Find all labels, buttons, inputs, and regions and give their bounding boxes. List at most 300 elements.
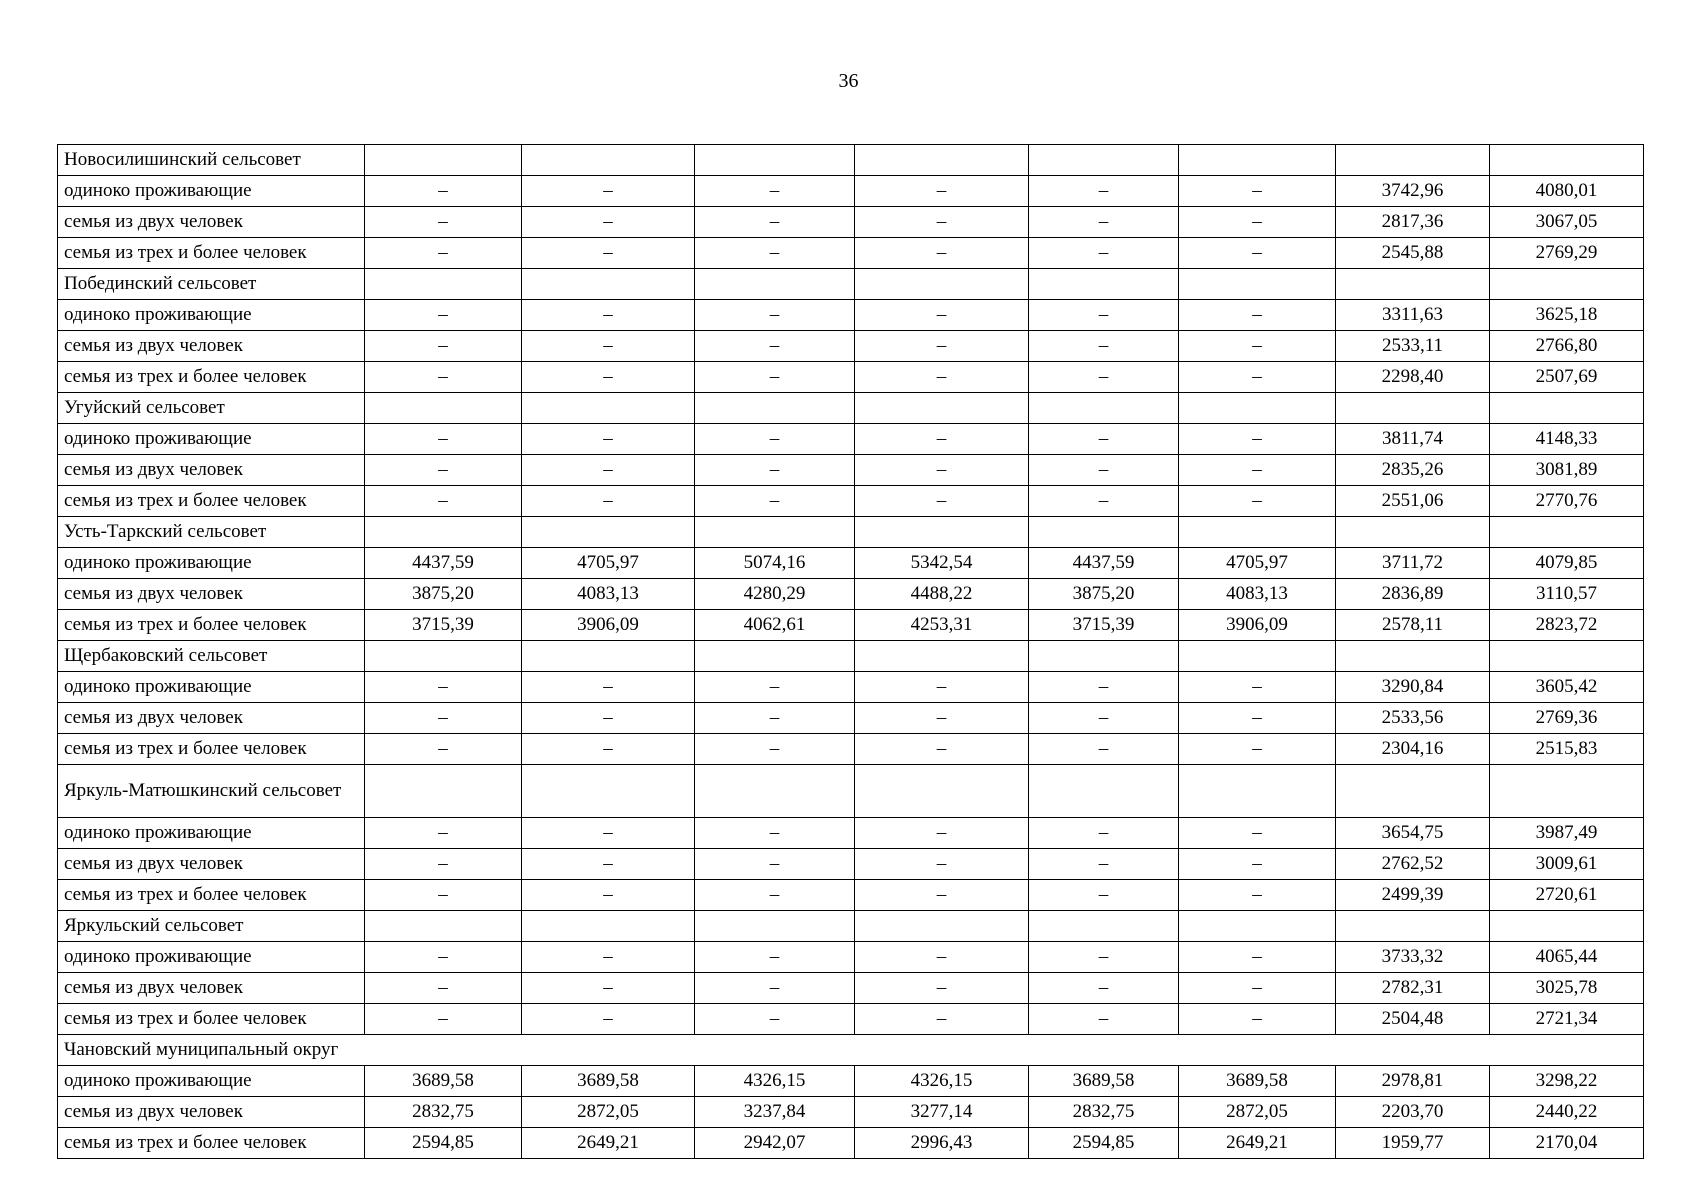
value-cell: – xyxy=(855,849,1029,880)
value-cell: 5342,54 xyxy=(855,548,1029,579)
value-cell: 3009,61 xyxy=(1490,849,1644,880)
value-cell: – xyxy=(1179,849,1336,880)
value-cell: – xyxy=(695,973,855,1004)
value-cell: – xyxy=(695,849,855,880)
value-cell: – xyxy=(365,818,522,849)
value-cell: 4148,33 xyxy=(1490,424,1644,455)
value-cell: – xyxy=(855,207,1029,238)
empty-cell xyxy=(522,911,695,942)
value-cell: 2978,81 xyxy=(1336,1066,1490,1097)
value-cell: 1959,77 xyxy=(1336,1128,1490,1159)
value-cell: – xyxy=(695,486,855,517)
empty-cell xyxy=(855,765,1029,818)
value-cell: 2298,40 xyxy=(1336,362,1490,393)
row-label: одиноко проживающие xyxy=(58,300,365,331)
value-cell: 3110,57 xyxy=(1490,579,1644,610)
value-cell: 4065,44 xyxy=(1490,942,1644,973)
value-cell: – xyxy=(522,1004,695,1035)
value-cell: 3237,84 xyxy=(695,1097,855,1128)
value-cell: – xyxy=(1179,672,1336,703)
value-cell: – xyxy=(695,362,855,393)
section-heading-row xyxy=(58,1035,1644,1066)
value-cell: 2507,69 xyxy=(1490,362,1644,393)
value-cell: – xyxy=(1029,207,1179,238)
value-cell: – xyxy=(1029,300,1179,331)
value-cell: – xyxy=(695,734,855,765)
value-cell: 3625,18 xyxy=(1490,300,1644,331)
row-label: одиноко проживающие xyxy=(58,818,365,849)
table-row xyxy=(58,849,1644,880)
empty-cell xyxy=(1336,145,1490,176)
value-cell: – xyxy=(365,1004,522,1035)
empty-cell xyxy=(522,393,695,424)
value-cell: 4488,22 xyxy=(855,579,1029,610)
value-cell: – xyxy=(695,1004,855,1035)
value-cell: – xyxy=(1179,942,1336,973)
empty-cell xyxy=(1336,911,1490,942)
value-cell: 2594,85 xyxy=(1029,1128,1179,1159)
value-cell: 3987,49 xyxy=(1490,818,1644,849)
value-cell: – xyxy=(365,849,522,880)
value-cell: 2770,76 xyxy=(1490,486,1644,517)
value-cell: 2835,26 xyxy=(1336,455,1490,486)
value-cell: 2504,48 xyxy=(1336,1004,1490,1035)
value-cell: – xyxy=(1179,207,1336,238)
empty-cell xyxy=(1336,393,1490,424)
empty-cell xyxy=(1179,911,1336,942)
table-row xyxy=(58,973,1644,1004)
empty-cell xyxy=(855,145,1029,176)
value-cell: – xyxy=(855,455,1029,486)
row-label: семья из трех и более человек xyxy=(58,238,365,269)
value-cell: – xyxy=(522,300,695,331)
empty-cell xyxy=(1490,517,1644,548)
value-cell: 3875,20 xyxy=(1029,579,1179,610)
value-cell: – xyxy=(1179,734,1336,765)
value-cell: 4079,85 xyxy=(1490,548,1644,579)
section-heading-row xyxy=(58,393,1644,424)
value-cell: – xyxy=(695,942,855,973)
row-label: одиноко проживающие xyxy=(58,942,365,973)
value-cell: 2817,36 xyxy=(1336,207,1490,238)
value-cell: – xyxy=(1029,703,1179,734)
value-cell: – xyxy=(695,672,855,703)
value-cell: 2203,70 xyxy=(1336,1097,1490,1128)
value-cell: 3067,05 xyxy=(1490,207,1644,238)
value-cell: 3689,58 xyxy=(1179,1066,1336,1097)
value-cell: 4326,15 xyxy=(855,1066,1029,1097)
empty-cell xyxy=(695,393,855,424)
empty-cell xyxy=(1336,765,1490,818)
section-heading-row xyxy=(58,269,1644,300)
row-label: семья из трех и более человек xyxy=(58,734,365,765)
row-label: одиноко проживающие xyxy=(58,1066,365,1097)
value-cell: 4437,59 xyxy=(365,548,522,579)
value-cell: 4062,61 xyxy=(695,610,855,641)
empty-cell xyxy=(1336,269,1490,300)
value-cell: 5074,16 xyxy=(695,548,855,579)
empty-cell xyxy=(365,145,522,176)
section-heading-row xyxy=(58,641,1644,672)
table-row xyxy=(58,486,1644,517)
value-cell: 3689,58 xyxy=(1029,1066,1179,1097)
value-cell: 2836,89 xyxy=(1336,579,1490,610)
value-cell: – xyxy=(365,672,522,703)
value-cell: – xyxy=(1179,1004,1336,1035)
empty-cell xyxy=(1029,641,1179,672)
page-number: 36 xyxy=(838,70,859,92)
value-cell: – xyxy=(522,880,695,911)
value-cell: – xyxy=(1029,818,1179,849)
value-cell: 2872,05 xyxy=(522,1097,695,1128)
table-row xyxy=(58,734,1644,765)
value-cell: 2515,83 xyxy=(1490,734,1644,765)
value-cell: 4083,13 xyxy=(1179,579,1336,610)
value-cell: – xyxy=(365,734,522,765)
value-cell: – xyxy=(1179,300,1336,331)
row-label: семья из двух человек xyxy=(58,849,365,880)
value-cell: 2782,31 xyxy=(1336,973,1490,1004)
value-cell: – xyxy=(522,455,695,486)
table-row xyxy=(58,672,1644,703)
value-cell: 2533,56 xyxy=(1336,703,1490,734)
empty-cell xyxy=(1490,393,1644,424)
empty-cell xyxy=(695,145,855,176)
value-cell: – xyxy=(522,703,695,734)
section-heading-row xyxy=(58,517,1644,548)
value-cell: – xyxy=(695,880,855,911)
row-label: семья из трех и более человек xyxy=(58,880,365,911)
value-cell: – xyxy=(1179,455,1336,486)
value-cell: – xyxy=(855,424,1029,455)
empty-cell xyxy=(522,641,695,672)
empty-cell xyxy=(1029,765,1179,818)
table-row xyxy=(58,703,1644,734)
empty-cell xyxy=(1029,517,1179,548)
value-cell: – xyxy=(695,818,855,849)
value-cell: – xyxy=(1029,734,1179,765)
value-cell: – xyxy=(855,818,1029,849)
value-cell: – xyxy=(1029,672,1179,703)
row-label: одиноко проживающие xyxy=(58,548,365,579)
value-cell: 3277,14 xyxy=(855,1097,1029,1128)
empty-cell xyxy=(522,269,695,300)
value-cell: 2832,75 xyxy=(365,1097,522,1128)
value-cell: 3733,32 xyxy=(1336,942,1490,973)
value-cell: – xyxy=(855,942,1029,973)
value-cell: – xyxy=(1029,362,1179,393)
value-cell: – xyxy=(1029,849,1179,880)
table-row xyxy=(58,942,1644,973)
table-row xyxy=(58,238,1644,269)
value-cell: – xyxy=(1179,176,1336,207)
empty-cell xyxy=(1179,765,1336,818)
table-row xyxy=(58,455,1644,486)
value-cell: – xyxy=(522,672,695,703)
value-cell: – xyxy=(365,207,522,238)
value-cell: – xyxy=(695,424,855,455)
value-cell: 2996,43 xyxy=(855,1128,1029,1159)
empty-cell xyxy=(855,517,1029,548)
empty-cell xyxy=(522,765,695,818)
value-cell: – xyxy=(365,703,522,734)
empty-cell xyxy=(365,911,522,942)
value-cell: 2533,11 xyxy=(1336,331,1490,362)
row-label: семья из двух человек xyxy=(58,973,365,1004)
value-cell: – xyxy=(1029,176,1179,207)
empty-cell xyxy=(695,641,855,672)
value-cell: 2170,04 xyxy=(1490,1128,1644,1159)
value-cell: 4705,97 xyxy=(1179,548,1336,579)
value-cell: 3875,20 xyxy=(365,579,522,610)
value-cell: 2832,75 xyxy=(1029,1097,1179,1128)
table-row xyxy=(58,331,1644,362)
empty-cell xyxy=(1179,641,1336,672)
empty-cell xyxy=(365,517,522,548)
row-label: семья из трех и более человек xyxy=(58,1128,365,1159)
value-cell: – xyxy=(1029,1004,1179,1035)
value-cell: – xyxy=(365,176,522,207)
value-cell: – xyxy=(855,362,1029,393)
empty-cell xyxy=(365,393,522,424)
empty-cell xyxy=(1490,911,1644,942)
table-row xyxy=(58,1128,1644,1159)
empty-cell xyxy=(1029,911,1179,942)
value-cell: 3715,39 xyxy=(365,610,522,641)
value-cell: 4280,29 xyxy=(695,579,855,610)
value-cell: 2721,34 xyxy=(1490,1004,1644,1035)
empty-cell xyxy=(1029,393,1179,424)
empty-cell xyxy=(695,911,855,942)
value-cell: 4326,15 xyxy=(695,1066,855,1097)
section-heading: Яркуль-Матюшкинский сельсовет xyxy=(58,765,365,818)
value-cell: 2545,88 xyxy=(1336,238,1490,269)
value-cell: 2766,80 xyxy=(1490,331,1644,362)
value-cell: – xyxy=(855,734,1029,765)
value-cell: 2823,72 xyxy=(1490,610,1644,641)
value-cell: – xyxy=(522,849,695,880)
table-row xyxy=(58,1004,1644,1035)
value-cell: – xyxy=(855,176,1029,207)
value-cell: 3906,09 xyxy=(1179,610,1336,641)
value-cell: 2769,29 xyxy=(1490,238,1644,269)
table-row xyxy=(58,818,1644,849)
value-cell: – xyxy=(365,880,522,911)
value-cell: 3715,39 xyxy=(1029,610,1179,641)
row-label: семья из трех и более человек xyxy=(58,362,365,393)
empty-cell xyxy=(1179,393,1336,424)
empty-cell xyxy=(695,765,855,818)
value-cell: – xyxy=(695,238,855,269)
empty-cell xyxy=(1490,145,1644,176)
value-cell: – xyxy=(695,207,855,238)
value-cell: – xyxy=(855,672,1029,703)
value-cell: – xyxy=(695,703,855,734)
value-cell: – xyxy=(855,486,1029,517)
empty-cell xyxy=(855,269,1029,300)
table-row xyxy=(58,362,1644,393)
value-cell: 2762,52 xyxy=(1336,849,1490,880)
section-heading-row xyxy=(58,765,1644,818)
row-label: семья из трех и более человек xyxy=(58,1004,365,1035)
value-cell: 2649,21 xyxy=(522,1128,695,1159)
table-row xyxy=(58,579,1644,610)
section-heading: Новосилишинский сельсовет xyxy=(58,145,365,176)
value-cell: – xyxy=(365,331,522,362)
value-cell: – xyxy=(1029,942,1179,973)
section-heading: Усть-Таркский сельсовет xyxy=(58,517,365,548)
empty-cell xyxy=(1490,765,1644,818)
value-cell: 3298,22 xyxy=(1490,1066,1644,1097)
empty-cell xyxy=(365,641,522,672)
empty-cell xyxy=(1336,517,1490,548)
section-heading: Побединский сельсовет xyxy=(58,269,365,300)
table-row xyxy=(58,300,1644,331)
empty-cell xyxy=(855,393,1029,424)
value-cell: – xyxy=(1179,238,1336,269)
value-cell: – xyxy=(695,455,855,486)
value-cell: – xyxy=(1029,238,1179,269)
value-cell: 3290,84 xyxy=(1336,672,1490,703)
value-cell: – xyxy=(1179,880,1336,911)
value-cell: 4437,59 xyxy=(1029,548,1179,579)
table-row xyxy=(58,1066,1644,1097)
value-cell: 3654,75 xyxy=(1336,818,1490,849)
empty-cell xyxy=(522,517,695,548)
empty-cell xyxy=(695,269,855,300)
empty-cell xyxy=(1179,145,1336,176)
table-body xyxy=(58,145,1644,1159)
row-label: одиноко проживающие xyxy=(58,424,365,455)
value-cell: 2578,11 xyxy=(1336,610,1490,641)
value-cell: 2872,05 xyxy=(1179,1097,1336,1128)
value-cell: 3742,96 xyxy=(1336,176,1490,207)
value-cell: – xyxy=(1179,424,1336,455)
value-cell: – xyxy=(855,703,1029,734)
section-heading: Чановский муниципальный округ xyxy=(58,1035,1644,1066)
value-cell: 3311,63 xyxy=(1336,300,1490,331)
empty-cell xyxy=(1179,269,1336,300)
value-cell: – xyxy=(365,238,522,269)
row-label: семья из трех и более человек xyxy=(58,486,365,517)
row-label: семья из двух человек xyxy=(58,703,365,734)
value-cell: 3081,89 xyxy=(1490,455,1644,486)
value-cell: – xyxy=(855,973,1029,1004)
value-cell: 4705,97 xyxy=(522,548,695,579)
value-cell: 3811,74 xyxy=(1336,424,1490,455)
empty-cell xyxy=(1490,641,1644,672)
value-cell: – xyxy=(365,362,522,393)
value-cell: – xyxy=(695,331,855,362)
table-row xyxy=(58,610,1644,641)
value-cell: – xyxy=(522,207,695,238)
empty-cell xyxy=(1179,517,1336,548)
table-row xyxy=(58,548,1644,579)
value-cell: 4253,31 xyxy=(855,610,1029,641)
row-label: семья из трех и более человек xyxy=(58,610,365,641)
empty-cell xyxy=(695,517,855,548)
empty-cell xyxy=(1490,269,1644,300)
value-cell: 2551,06 xyxy=(1336,486,1490,517)
value-cell: – xyxy=(522,238,695,269)
value-cell: – xyxy=(522,331,695,362)
table-row xyxy=(58,880,1644,911)
empty-cell xyxy=(1336,641,1490,672)
value-cell: – xyxy=(365,424,522,455)
row-label: семья из двух человек xyxy=(58,1097,365,1128)
table-row xyxy=(58,207,1644,238)
value-cell: – xyxy=(365,300,522,331)
value-cell: – xyxy=(1029,486,1179,517)
row-label: одиноко проживающие xyxy=(58,176,365,207)
row-label: семья из двух человек xyxy=(58,579,365,610)
value-cell: – xyxy=(365,942,522,973)
empty-cell xyxy=(522,145,695,176)
value-cell: – xyxy=(695,300,855,331)
row-label: семья из двух человек xyxy=(58,455,365,486)
value-cell: 2769,36 xyxy=(1490,703,1644,734)
value-cell: 2942,07 xyxy=(695,1128,855,1159)
value-cell: 2304,16 xyxy=(1336,734,1490,765)
value-cell: 2499,39 xyxy=(1336,880,1490,911)
value-cell: – xyxy=(1029,455,1179,486)
value-cell: – xyxy=(522,942,695,973)
value-cell: – xyxy=(365,486,522,517)
value-cell: – xyxy=(1179,486,1336,517)
row-label: семья из двух человек xyxy=(58,207,365,238)
value-cell: – xyxy=(1029,880,1179,911)
value-cell: – xyxy=(1029,973,1179,1004)
table-row xyxy=(58,1097,1644,1128)
value-cell: 3711,72 xyxy=(1336,548,1490,579)
empty-cell xyxy=(1029,145,1179,176)
value-cell: – xyxy=(695,176,855,207)
value-cell: – xyxy=(522,176,695,207)
section-heading: Угуйский сельсовет xyxy=(58,393,365,424)
table-row xyxy=(58,176,1644,207)
value-cell: 2440,22 xyxy=(1490,1097,1644,1128)
value-cell: 2594,85 xyxy=(365,1128,522,1159)
section-heading-row xyxy=(58,911,1644,942)
section-heading: Яркульский сельсовет xyxy=(58,911,365,942)
value-cell: 2720,61 xyxy=(1490,880,1644,911)
value-cell: – xyxy=(365,973,522,1004)
value-cell: – xyxy=(855,238,1029,269)
value-cell: – xyxy=(855,331,1029,362)
value-cell: – xyxy=(365,455,522,486)
empty-cell xyxy=(365,765,522,818)
value-cell: – xyxy=(855,880,1029,911)
value-cell: – xyxy=(522,818,695,849)
value-cell: 3906,09 xyxy=(522,610,695,641)
value-cell: – xyxy=(522,734,695,765)
value-cell: – xyxy=(522,424,695,455)
value-cell: – xyxy=(1179,362,1336,393)
value-cell: 3025,78 xyxy=(1490,973,1644,1004)
value-cell: – xyxy=(1029,331,1179,362)
value-cell: – xyxy=(522,973,695,1004)
value-cell: 4080,01 xyxy=(1490,176,1644,207)
value-cell: – xyxy=(855,1004,1029,1035)
value-cell: – xyxy=(1179,818,1336,849)
value-cell: 3605,42 xyxy=(1490,672,1644,703)
value-cell: – xyxy=(522,486,695,517)
section-heading: Щербаковский сельсовет xyxy=(58,641,365,672)
value-cell: 3689,58 xyxy=(365,1066,522,1097)
empty-cell xyxy=(855,911,1029,942)
value-cell: – xyxy=(1029,424,1179,455)
section-heading-row xyxy=(58,145,1644,176)
